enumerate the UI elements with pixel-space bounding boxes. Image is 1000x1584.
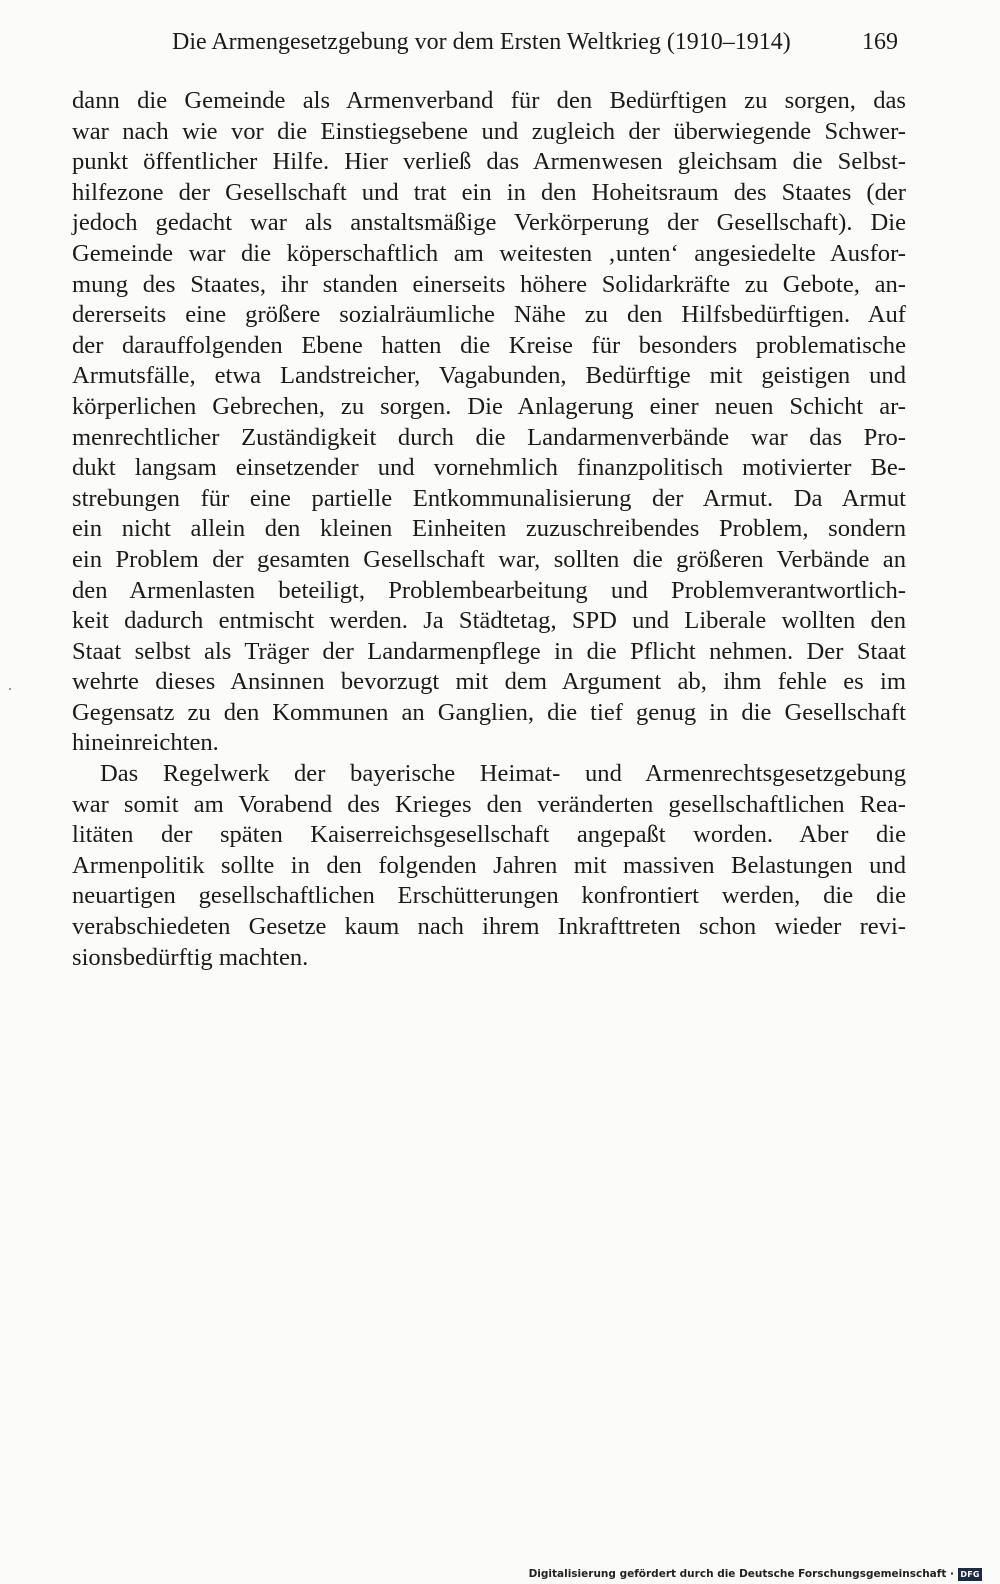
text-line: war somit am Vorabend des Krieges den veränderten gesellschaftlichen Rea-: [72, 790, 906, 818]
running-title: Die Armengesetzgebung vor dem Ersten Weltkrieg (1910–1914): [172, 29, 791, 55]
text-line: Das Regelwerk der bayerische Heimat- und Armenrechtsgesetzgebung: [100, 760, 906, 788]
text-line: keit dadurch entmischt werden. Ja Städtetag, SPD und Liberale wollten den: [72, 607, 906, 635]
text-line: Gemeinde war die köperschaftlich am weitesten ‚unten‘ angesiedelte Ausfor-: [72, 239, 906, 267]
text-line: ein Problem der gesamten Gesellschaft war, sollten die größeren Verbände an: [72, 545, 906, 573]
text-line: strebungen für eine partielle Entkommunalisierung der Armut. Da Armut: [72, 484, 906, 512]
text-line: hineinreichten.: [72, 729, 219, 757]
footer-credit: Digitalisierung gefördert durch die Deutsche Forschungsgemeinschaft ·: [528, 1568, 954, 1580]
text-line: punkt öffentlicher Hilfe. Hier verließ das Armenwesen gleichsam die Selbst-: [72, 148, 906, 176]
dfg-logo-icon: DFG: [958, 1568, 982, 1581]
text-line: Gegensatz zu den Kommunen an Ganglien, die tief genug in die Gesellschaft: [72, 698, 906, 726]
text-line: verabschiedeten Gesetze kaum nach ihrem Inkrafttreten schon wieder revi-: [72, 913, 906, 941]
text-line: neuartigen gesellschaftlichen Erschütterungen konfrontiert werden, die die: [72, 882, 906, 910]
text-line: hilfezone der Gesellschaft und trat ein in den Hoheitsraum des Staates (der: [72, 178, 906, 206]
text-line: der darauffolgenden Ebene hatten die Kreise für besonders problematische: [72, 331, 906, 359]
text-line: sionsbedürftig machten.: [72, 943, 309, 971]
text-line: dann die Gemeinde als Armenverband für den Bedürftigen zu sorgen, das: [72, 87, 906, 114]
text-line: Staat selbst als Träger der Landarmenpflege in die Pflicht nehmen. Der Staat: [72, 637, 906, 665]
running-header: [72, 24, 904, 60]
text-line: mung des Staates, ihr standen einerseits höhere Solidarkräfte zu Gebote, an-: [72, 270, 906, 298]
page-number: 169: [862, 29, 898, 55]
body-text: [72, 86, 906, 973]
paragraph-2: [72, 759, 906, 973]
text-line: jedoch gedacht war als anstaltsmäßige Verkörperung der Gesellschaft). Die: [72, 209, 906, 237]
text-line: dukt langsam einsetzender und vornehmlich finanzpolitisch motivierter Be-: [72, 454, 906, 482]
paragraph-1: [72, 86, 906, 759]
text-line: Armenpolitik sollte in den folgenden Jahren mit massiven Belastungen und: [72, 851, 906, 879]
text-line: den Armenlasten beteiligt, Problembearbeitung und Problemverantwortlich-: [72, 576, 906, 604]
digitization-footer: [0, 1560, 1000, 1584]
text-line: Armutsfälle, etwa Landstreicher, Vagabunden, Bedürftige mit geistigen und: [72, 362, 906, 390]
text-line: litäten der späten Kaiserreichsgesellschaft angepaßt worden. Aber die: [72, 821, 906, 849]
text-line: war nach wie vor die Einstiegsebene und zugleich der überwiegende Schwer-: [72, 117, 906, 145]
text-line: dererseits eine größere sozialräumliche Nähe zu den Hilfsbedürftigen. Auf: [72, 301, 906, 329]
text-line: körperlichen Gebrechen, zu sorgen. Die Anlagerung einer neuen Schicht ar-: [72, 392, 906, 420]
scan-speck: [9, 688, 11, 690]
text-line: menrechtlicher Zuständigkeit durch die Landarmenverbände war das Pro-: [72, 423, 906, 451]
text-line: ein nicht allein den kleinen Einheiten zuzuschreibendes Problem, sondern: [72, 515, 906, 543]
text-line: wehrte dieses Ansinnen bevorzugt mit dem Argument ab, ihm fehle es im: [72, 668, 906, 696]
